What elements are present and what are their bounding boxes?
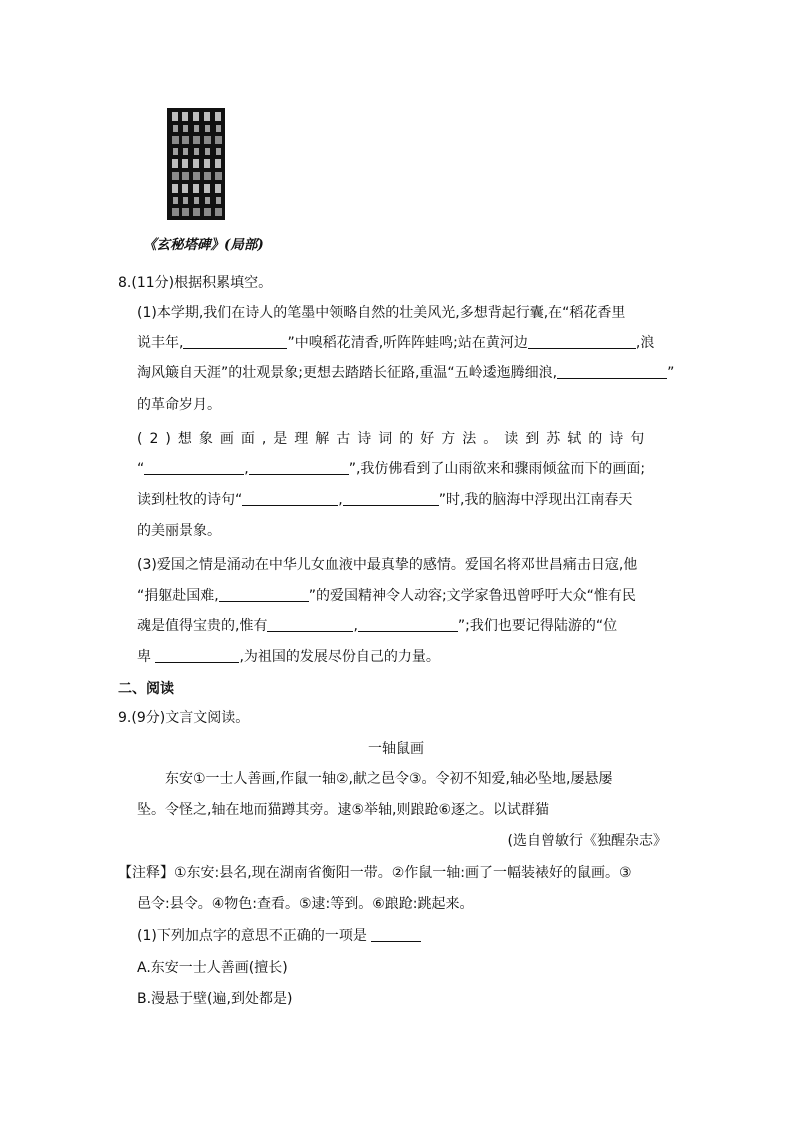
section-heading: 二、阅读 [118, 681, 174, 697]
answer-blank[interactable] [343, 491, 439, 506]
q9-heading: 9.(9分)文言文阅读。 [118, 710, 250, 726]
q8-p2-line2: “ , ”,我仿佛看到了山雨欲来和骤雨倾盆而下的画面; [137, 461, 646, 477]
answer-blank[interactable] [144, 460, 244, 475]
answer-blank[interactable] [358, 617, 458, 632]
q8-p3-line1: (3)爱国之情是涌动在中华儿女血液中最真挚的感情。爱国名将邓世昌痛击日寇,他 [137, 557, 638, 573]
option-a[interactable]: A.东安一士人善画(擅长) [137, 960, 288, 976]
q8-heading: 8.(11分)根据积累填空。 [118, 275, 273, 291]
q8-p3-line4: 卑 ,为祖国的发展尽份自己的力量。 [137, 649, 440, 665]
answer-blank[interactable] [249, 460, 349, 475]
q8-p1-line4: 的革命岁月。 [137, 397, 221, 413]
q9-sub1: (1)下列加点字的意思不正确的一项是 [137, 925, 673, 945]
q8-p1-line2: 说丰年, ”中嗅稻花清香,听阵阵蛙鸣;站在黄河边 ,浪 [137, 335, 655, 351]
option-b[interactable]: B.漫悬于壁(遍,到处都是) [137, 991, 293, 1007]
passage-title: 一轴鼠画 [368, 741, 424, 757]
answer-blank[interactable] [371, 927, 421, 942]
q8-p3-line3: 魂是值得宝贵的,惟有 , ”;我们也要记得陆游的“位 [137, 618, 618, 634]
q8-p2-line4: 的美丽景象。 [137, 523, 221, 539]
q8-p1-line3: 淘风簸自天涯”的壮观景象;更想去踏踏长征路,重温“五岭逶迤腾细浪, ” [137, 365, 675, 381]
q8-p2-line3: 读到杜牧的诗句“ , ”时,我的脑海中浮现出江南春天 [137, 492, 633, 508]
passage-line1: 东安①一士人善画,作鼠一轴②,献之邑令③。令初不知爱,轴必坠地,屡悬屡 [165, 771, 613, 787]
q8-p2-line1: (2)想象画面,是理解古诗词的好方法。读到苏轼的诗句 [137, 431, 652, 447]
answer-blank[interactable] [219, 587, 309, 602]
q8-p1-line1: (1)本学期,我们在诗人的笔墨中领略自然的壮美风光,多想背起行囊,在“稻花香里 [137, 305, 626, 321]
answer-blank[interactable] [183, 334, 287, 349]
answer-blank[interactable] [528, 334, 636, 349]
answer-blank[interactable] [242, 491, 338, 506]
answer-blank[interactable] [155, 648, 239, 663]
annotation-line1: 【注释】①东安:县名,现在湖南省衡阳一带。②作鼠一轴:画了一幅装裱好的鼠画。③ [118, 865, 632, 881]
passage-source: (选自曾敏行《独醒杂志》 [507, 833, 667, 849]
stele-rubbing-image [167, 108, 225, 220]
q8-p3-line2: “捐躯赴国难, ”的爱国精神令人动容;文学家鲁迅曾呼吁大众“惟有民 [137, 588, 636, 604]
answer-blank[interactable] [557, 364, 667, 379]
annotation-line2: 邑令:县令。④物色:查看。⑤逮:等到。⑥踉跄:跳起来。 [137, 896, 474, 912]
passage-line2: 坠。令怪之,轴在地而猫蹲其旁。逮⑤举轴,则踉跄⑥逐之。以试群猫 [137, 802, 550, 818]
image-caption: 《玄秘塔碑》(局部) [143, 237, 264, 253]
answer-blank[interactable] [267, 617, 353, 632]
